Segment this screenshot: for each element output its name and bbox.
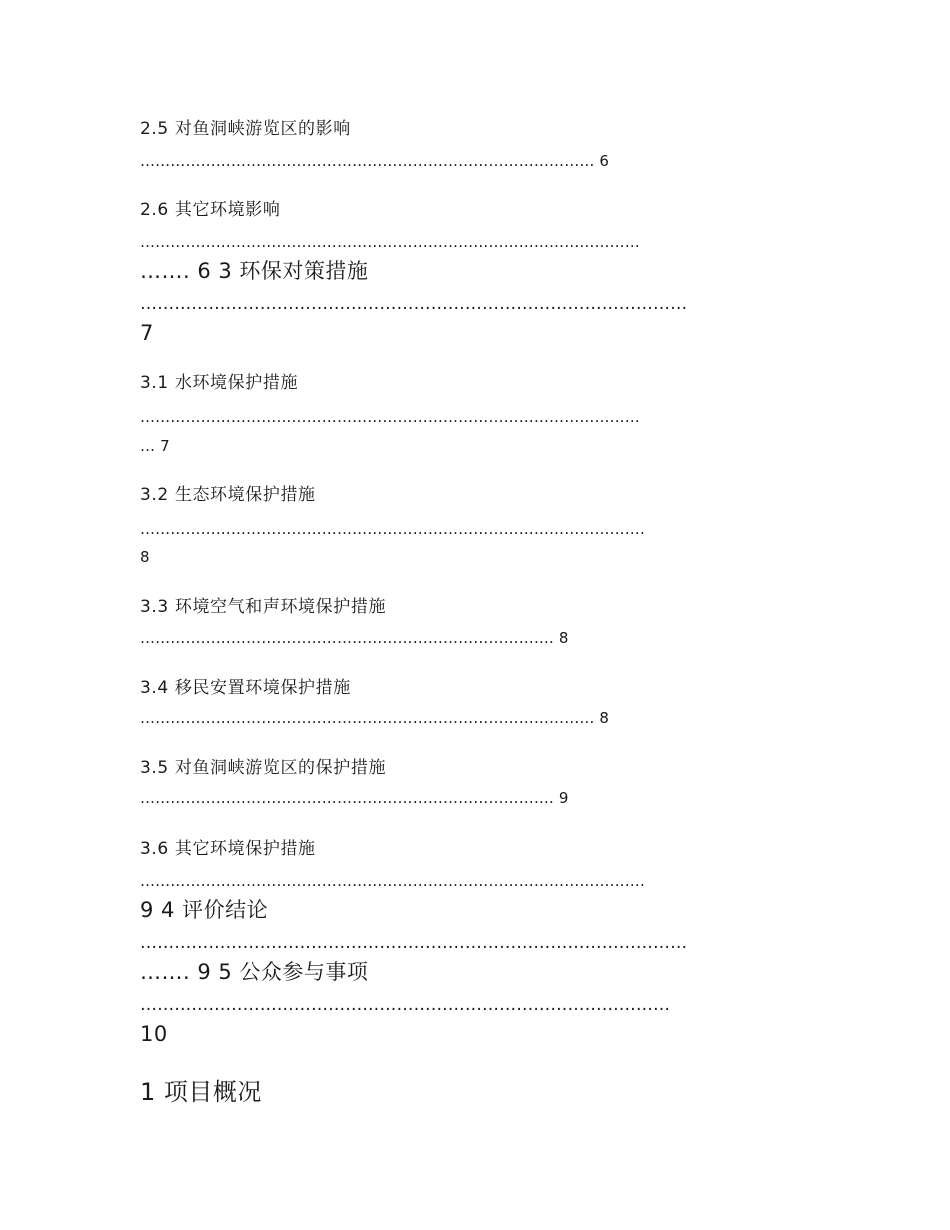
toc-entry-4-heading: 9 4 评价结论 [140, 898, 269, 922]
toc-entry-5-heading: ……. 9 5 公众参与事项 [140, 960, 369, 984]
toc-entry-3-1-leader: ……………………………………………………………………………………… [140, 408, 640, 426]
toc-entry-3-4-leader: ……………………………………………………………………………… 8 [140, 709, 610, 727]
toc-entry-3-6-leader: ………………………………………………………………………………………. [140, 872, 645, 890]
toc-entry-5-page: 10 [140, 1022, 168, 1046]
toc-entry-3-5-title: 3.5 对鱼洞峡游览区的保护措施 [140, 758, 387, 778]
toc-entry-3-6-title: 3.6 其它环境保护措施 [140, 839, 316, 859]
toc-entry-2-6-title: 2.6 其它环境影响 [140, 200, 281, 220]
toc-entry-3-2-leader: ………………………………………………………………………………………. [140, 520, 645, 538]
toc-entry-3-3-leader: ………………………………………………………………………. 8 [140, 629, 569, 647]
toc-entry-2-5-leader: ……………………………………………………………………………… 6 [140, 152, 610, 170]
section-heading-1: 1 项目概况 [140, 1078, 262, 1106]
toc-entry-3-2-title: 3.2 生态环境保护措施 [140, 485, 316, 505]
toc-entry-3-5-leader: ………………………………………………………………………. 9 [140, 789, 569, 807]
toc-entry-3-leader: …………………………………………………………………………………… [140, 294, 688, 314]
toc-entry-3-2-page: 8 [140, 548, 150, 566]
toc-entry-3-1-title: 3.1 水环境保护措施 [140, 373, 299, 393]
toc-entry-3-4-title: 3.4 移民安置环境保护措施 [140, 678, 351, 698]
toc-entry-2-5-title: 2.5 对鱼洞峡游览区的影响 [140, 119, 351, 139]
toc-entry-3-1-page: … 7 [140, 437, 170, 455]
toc-entry-3-heading: ……. 6 3 环保对策措施 [140, 259, 369, 283]
toc-entry-3-page: 7 [140, 321, 154, 345]
toc-entry-2-6-leader: ……………………………………………………………………………………… [140, 233, 640, 251]
toc-entry-5-leader: ………………………………………………………………………………… [140, 995, 671, 1015]
toc-entry-4-leader: …………………………………………………………………………………… [140, 933, 688, 953]
toc-entry-3-3-title: 3.3 环境空气和声环境保护措施 [140, 597, 387, 617]
